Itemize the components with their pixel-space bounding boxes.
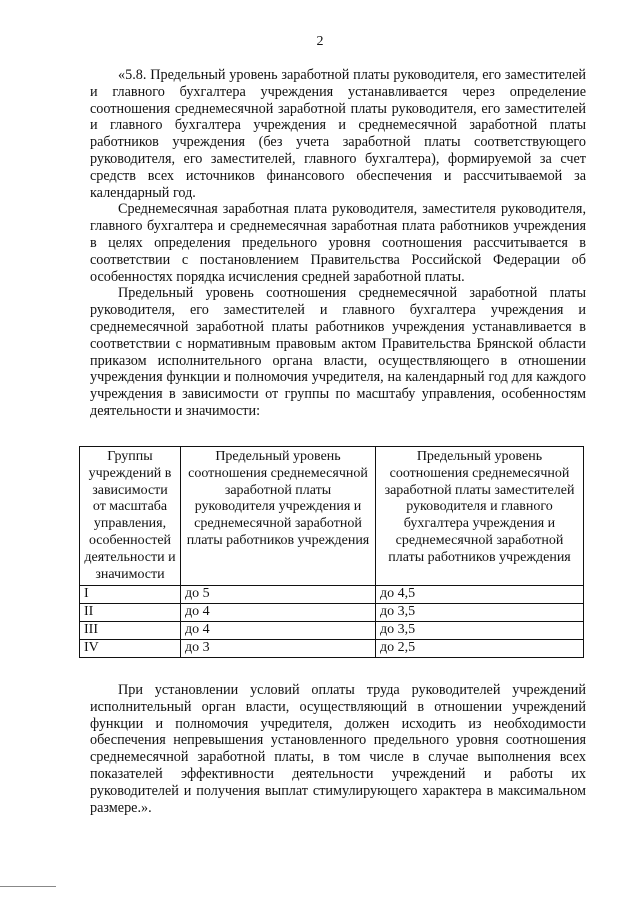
intro-text	[90, 67, 586, 420]
row-head-ratio: до 4	[181, 604, 376, 622]
header-deputy-ratio: Предельный уровень соотношения среднемесячной заработной платы заместителей руководителя и главного бухгалтера учреждения и среднемесячной заработной платы работников учреждения	[376, 447, 584, 586]
row-head-ratio: до 4	[181, 622, 376, 640]
row-deputy-ratio: до 2,5	[376, 640, 584, 658]
row-head-ratio: до 3	[181, 640, 376, 658]
row-deputy-ratio: до 3,5	[376, 622, 584, 640]
row-group: II	[80, 604, 181, 622]
ratio-table	[79, 446, 584, 658]
row-group: I	[80, 586, 181, 604]
table-row	[80, 586, 584, 604]
row-group: III	[80, 622, 181, 640]
table-row	[80, 604, 584, 622]
closing-text	[90, 682, 586, 816]
row-head-ratio: до 5	[181, 586, 376, 604]
paragraph-5-8: «5.8. Предельный уровень заработной платы руководителя, его заместителей и главного бухгалтера учреждения устанавливается через определение соотношения среднемесячной заработной платы руководителя, его заместителей и главного бухгалтера учреждения и среднемесячной заработной платы работников учреждения (без учета заработной платы соответствующего руководителя, его заместителей, главного бухгалтера), формируемой за счет средств всех источников финансового обеспечения и рассчитываемой за календарный год.	[90, 67, 586, 201]
row-deputy-ratio: до 3,5	[376, 604, 584, 622]
table-header-row	[80, 447, 584, 586]
row-group: IV	[80, 640, 181, 658]
header-groups: Группы учреждений в зависимости от масштаба управления, особенностей деятельности и значимости	[80, 447, 181, 586]
paragraph-average-salary: Среднемесячная заработная плата руководителя, заместителя руководителя, главного бухгалтера и среднемесячная заработная плата работников учреждения в целях определения предельного уровня соотношения рассчитывается в соответствии с постановлением Правительства Российской Федерации об особенностях порядка исчисления средней заработной платы.	[90, 201, 586, 285]
table-row	[80, 622, 584, 640]
row-deputy-ratio: до 4,5	[376, 586, 584, 604]
paragraph-closing: При установлении условий оплаты труда руководителей учреждений исполнительный орган власти, осуществляющий в отношении учреждений функции и полномочия учредителя, должен исходить из необходимости обеспечения непревышения установленного предельного уровня соотношения среднемесячной заработной платы, в том числе в случае выполнения всех показателей эффективности деятельности учреждений и работы их руководителей и получения выплат стимулирующего характера в максимальном размере.».	[90, 682, 586, 816]
table-row	[80, 640, 584, 658]
footer-divider	[0, 886, 56, 887]
header-head-ratio: Предельный уровень соотношения среднемесячной заработной платы руководителя учреждения и среднемесячной заработной платы работников учреждения	[181, 447, 376, 586]
paragraph-ratio-level: Предельный уровень соотношения среднемесячной заработной платы руководителя, его заместителей и главного бухгалтера учреждения и среднемесячной заработной платы работников учреждения устанавливается в соответствии с нормативным правовым актом Правительства Брянской области приказом исполнительного органа власти, осуществляющего в отношении учреждения функции и полномочия учредителя, на календарный год для каждого учреждения в зависимости от группы по масштабу управления, особенностям деятельности и значимости:	[90, 285, 586, 419]
page-number: 2	[316, 34, 324, 49]
